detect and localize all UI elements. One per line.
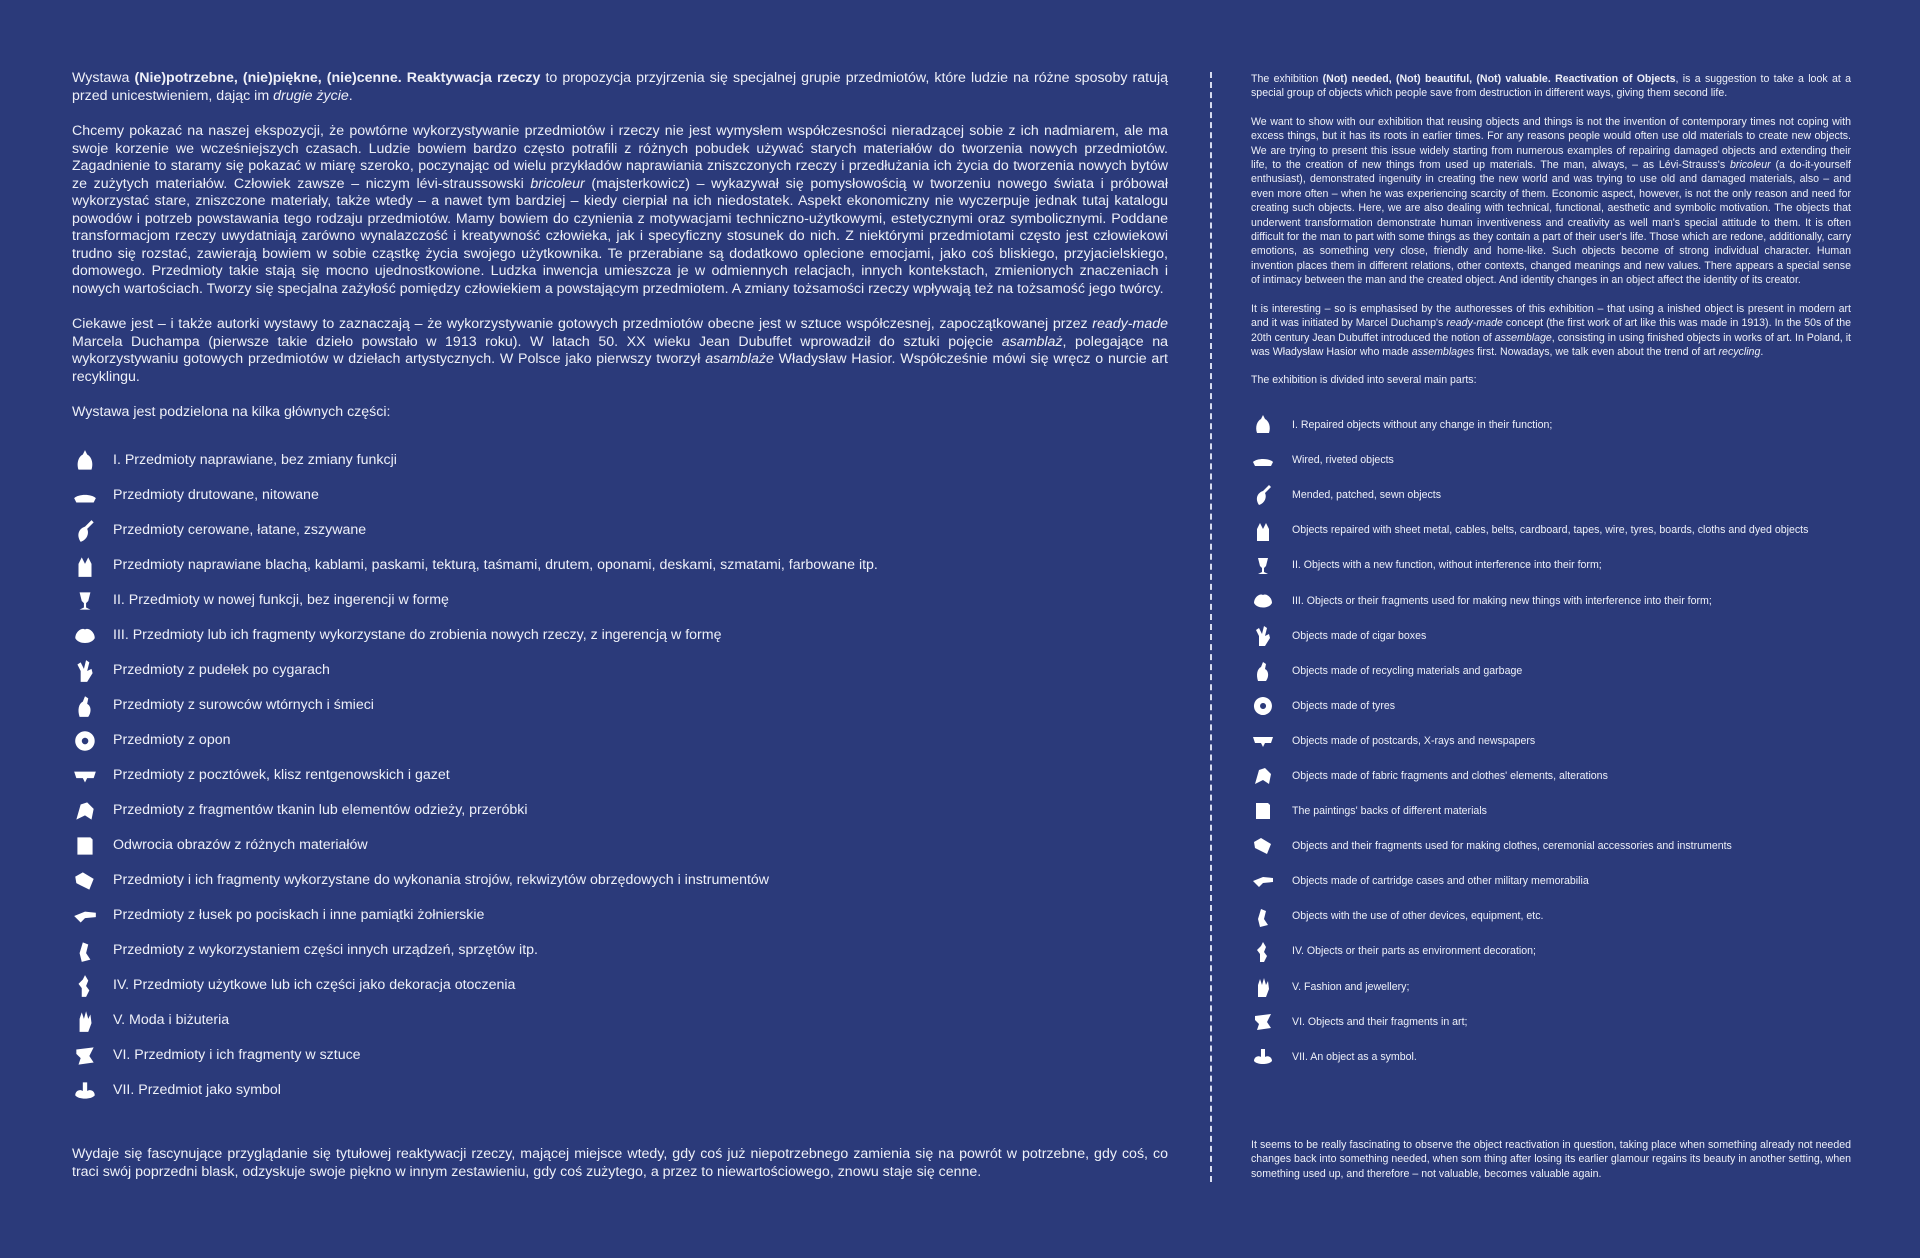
recycle-hand-icon	[1251, 659, 1275, 683]
cigar-hand-icon	[72, 658, 98, 684]
pl-list-item	[72, 829, 1168, 864]
en-list-item-label: V. Fashion and jewellery;	[1292, 980, 1410, 993]
en-list-item	[1251, 934, 1851, 969]
pl-paragraph-3: Ciekawe jest – i także autorki wystawy to zaznaczają – że wykorzystywanie gotowych przedmiotów obecne jest w sztuce współczesnej, zapoczątkowanej przez ready-made Marcela Duchampa (pierwsze takie dzieło powstało w 1913 roku). W latach 50. XX wieku Jean Dubuffet wprowadził do sztuki pojęcie asamblaż, polegające na wykorzystywaniu gotowych przedmiotów w dziełach artystycznych. W Polsce jako pierwszy tworzył asamblaże Władysław Hasior. Współcześnie mówi się wręcz o nurcie art recyklingu.	[72, 316, 1168, 385]
postcard-icon	[1251, 729, 1275, 753]
canvas-back-icon	[72, 833, 98, 859]
pl-list-item-label: Przedmioty z łusek po pociskach i inne pamiątki żołnierskie	[113, 907, 485, 924]
cartridge-hand-icon	[72, 903, 98, 929]
en-list-item-label: VI. Objects and their fragments in art;	[1292, 1015, 1468, 1028]
fashion-hand-icon	[1251, 975, 1275, 999]
en-list-item	[1251, 583, 1851, 618]
tyre-icon	[1251, 694, 1275, 718]
pl-list-item	[72, 1039, 1168, 1074]
art-icon	[1251, 1010, 1275, 1034]
pl-list-item-label: III. Przedmioty lub ich fragmenty wykorzystane do zrobienia nowych rzeczy, z ingerencją w formę	[113, 627, 722, 644]
en-list-item-label: Mended, patched, sewn objects	[1292, 489, 1441, 502]
pl-list-item-label: Przedmioty cerowane, łatane, zszywane	[113, 522, 367, 539]
pl-closing: Wydaje się fascynujące przyglądanie się tytułowej reaktywacji rzeczy, mającej miejsce wtedy, gdy coś już niepotrzebnego zamienia się na powrót w potrzebne, gdy coś, co traci swój poprzedni blask, odzyskuje swoje piękno w innym zestawieniu, gdy coś zużytego, a przez to niewartościowego, znowu staje się cenne.	[72, 1146, 1168, 1180]
en-list-item-label: Wired, riveted objects	[1292, 454, 1394, 467]
pl-list-item	[72, 1004, 1168, 1039]
pl-list-item	[72, 899, 1168, 934]
pl-list-item-label: Przedmioty z opon	[113, 732, 231, 749]
pl-list-item-label: I. Przedmioty naprawiane, bez zmiany funkcji	[113, 452, 397, 469]
en-exhibition-title: (Not) needed, (Not) beautiful, (Not) valuable. Reactivation of Objects	[1322, 73, 1676, 85]
device-hand-icon	[72, 938, 98, 964]
pl-list-item	[72, 584, 1168, 619]
pl-list-item-label: Przedmioty z fragmentów tkanin lub elementów odzieży, przeróbki	[113, 802, 528, 819]
pl-list-item-label: IV. Przedmioty użytkowe lub ich części jako dekoracja otoczenia	[113, 977, 516, 994]
en-list-item	[1251, 408, 1851, 443]
tyre-icon	[72, 728, 98, 754]
en-list-item	[1251, 443, 1851, 478]
symbol-hands-icon	[72, 1078, 98, 1104]
en-list-item-label: Objects made of fabric fragments and clothes' elements, alterations	[1292, 770, 1608, 782]
hands-craft-icon	[72, 623, 98, 649]
en-paragraph-2: We want to show with our exhibition that reusing objects and things is not the invention of contemporary times not coping with excess things, but it has its roots in earlier times. For any reasons people would often use old materials to create new objects. We are trying to present this issue widely starting from numerous examples of repairing damaged objects and extending their life, to the creation of new things from used up materials. The man, always, – as Lévi-Strauss's bricoleur (a do-it-yourself enthusiast), demonstrated ingenuity in creating the new world and was trying to use old and damaged materials, also – and even more often – when he was experiencing scarcity of them. Economic aspect, however, is not the only reason and need for creating such objects. Here, we are also dealing with technical, functional, aesthetic and symbolic motivation. The objects that underwent transformation demonstrate human inventiveness and creativity as well man's special attitude to them. It is often difficult for the man to part with some things as they contain a part of their user's life. Those which are redone, additionally, carry emotions, as something very close, friendly and home-like. Such objects become of strong individual character. Human invention places them in different relations, other contexts, changed meanings and new values. There appears a special sense of intimacy between the man and the created object. And identity changes in an object affect the identity of its creator.	[1251, 115, 1851, 287]
costume-hand-icon	[72, 868, 98, 894]
needle-hand-icon	[1251, 483, 1275, 507]
en-list-item	[1251, 969, 1851, 1004]
en-list-item-label: Objects made of tyres	[1292, 699, 1396, 712]
pl-list-item-label: VI. Przedmioty i ich fragmenty w sztuce	[113, 1047, 361, 1064]
pl-list-item	[72, 619, 1168, 654]
en-list-item	[1251, 724, 1851, 759]
pl-list-item-label: Odwrocia obrazów z różnych materiałów	[113, 837, 368, 854]
needle-hand-icon	[72, 518, 98, 544]
en-list-item-label: Objects made of cigar boxes	[1292, 629, 1427, 642]
en-paragraph-3: It is interesting – so is emphasised by the authoresses of this exhibition – that using a inished object is present in modern art and it was initiated by Marcel Duchamp's ready-made concept (the first work of art like this was made in 1913). In the 50s of the 20th century Jean Dubuffet introduced the notion of assemblage, consisting in using finished objects in works of art. In Poland, it was Władysław Hasior who made assemblages first. Nowadays, we talk even about the trend of art recycling.	[1251, 302, 1851, 358]
en-list-item-label: Objects made of postcards, X-rays and newspapers	[1292, 734, 1536, 747]
pl-list-item-label: Przedmioty z pudełek po cygarach	[113, 662, 330, 679]
decoration-hand-icon	[72, 973, 98, 999]
en-intro: The exhibition (Not) needed, (Not) beautiful, (Not) valuable. Reactivation of Objects, is a suggestion to take a look at a special group of objects which people save from destruction in different ways, giving them second life.	[1251, 73, 1851, 100]
hat-icon	[1251, 448, 1275, 472]
en-list-item	[1251, 759, 1851, 794]
pl-list-item	[72, 549, 1168, 584]
symbol-hands-icon	[1251, 1045, 1275, 1069]
pl-list-item	[72, 969, 1168, 1004]
en-list-item	[1251, 864, 1851, 899]
en-list-intro: The exhibition is divided into several main parts:	[1251, 374, 1477, 387]
pl-list-item-label: VII. Przedmiot jako symbol	[113, 1082, 281, 1099]
hand-tools-icon	[1251, 519, 1275, 543]
polish-column	[72, 70, 1168, 1109]
pl-list-item	[72, 794, 1168, 829]
en-list-item-label: Objects with the use of other devices, equipment, etc.	[1292, 910, 1544, 923]
pl-list-item	[72, 444, 1168, 479]
en-list-item	[1251, 688, 1851, 723]
pl-list-item-label: Przedmioty i ich fragmenty wykorzystane do wykonania strojów, rekwizytów obrzędowych i instrumentów	[113, 872, 770, 889]
en-list-item	[1251, 829, 1851, 864]
en-list-item	[1251, 1004, 1851, 1039]
pl-list-item-label: Przedmioty drutowane, nitowane	[113, 487, 319, 504]
device-hand-icon	[1251, 905, 1275, 929]
postcard-icon	[72, 763, 98, 789]
en-closing: It seems to be really fascinating to observe the object reactivation in question, taking place when something already not needed changes back into something needed, when som thing after losing its earlier glamour regains its beauty in another setting, when something used up, and therefore – not valuable, becomes valuable again.	[1251, 1139, 1851, 1180]
pl-list-item	[72, 934, 1168, 969]
en-list-item-label: I. Repaired objects without any change in their function;	[1292, 419, 1553, 432]
en-list-item	[1251, 794, 1851, 829]
cup-icon	[1251, 554, 1275, 578]
art-icon	[72, 1043, 98, 1069]
pl-list-item	[72, 1074, 1168, 1109]
pl-list-item	[72, 724, 1168, 759]
pl-list-item	[72, 864, 1168, 899]
repair-hand-icon	[1251, 413, 1275, 437]
en-list-item	[1251, 899, 1851, 934]
pl-list-item	[72, 689, 1168, 724]
cartridge-hand-icon	[1251, 869, 1275, 893]
en-list-item	[1251, 618, 1851, 653]
repair-hand-icon	[72, 448, 98, 474]
en-list-item	[1251, 478, 1851, 513]
pl-list-item	[72, 514, 1168, 549]
pl-list-intro: Wystawa jest podzielona na kilka głównych części:	[72, 404, 391, 420]
en-list-item	[1251, 1039, 1851, 1074]
hands-craft-icon	[1251, 589, 1275, 613]
english-column	[1251, 72, 1851, 1075]
en-list-item	[1251, 653, 1851, 688]
pl-list-item-label: II. Przedmioty w nowej funkcji, bez ingerencji w formę	[113, 592, 449, 609]
en-list-item-label: The paintings' backs of different materials	[1292, 805, 1487, 818]
en-list-item-label: III. Objects or their fragments used for making new things with interference into their form;	[1292, 594, 1712, 607]
pl-list-item	[72, 654, 1168, 689]
pl-list-item-label: Przedmioty z surowców wtórnych i śmieci	[113, 697, 374, 714]
pl-parts-list	[72, 444, 1168, 1109]
pl-exhibition-title: (Nie)potrzebne, (nie)piękne, (nie)cenne. Reaktywacja rzeczy	[134, 70, 541, 86]
en-list-item	[1251, 548, 1851, 583]
hand-tools-icon	[72, 553, 98, 579]
en-list-item-label: II. Objects with a new function, without interference into their form;	[1292, 559, 1602, 572]
pl-list-item-label: V. Moda i biżuteria	[113, 1012, 230, 1029]
en-list-item-label: IV. Objects or their parts as environment decoration;	[1292, 945, 1536, 958]
decoration-hand-icon	[1251, 940, 1275, 964]
en-list-item-label: Objects and their fragments used for making clothes, ceremonial accessories and instruments	[1292, 840, 1732, 853]
en-list-item-label: Objects made of recycling materials and garbage	[1292, 664, 1523, 677]
pl-paragraph-2: Chcemy pokazać na naszej ekspozycji, że powtórne wykorzystywanie przedmiotów i rzeczy nie jest wymysłem współczesności nieradzącej sobie z ich nadmiarem, ale ma swoje korzenie we wcześniejszych czasach. Ludzie bowiem bardzo często potrafili z różnych pobudek używać starych materiałów do tworzenia nowych przedmiotów. Zagadnienie to staramy się pokazać w miarę szeroko, poczynając od wielu przykładów naprawiania zniszczonych rzeczy i przedłużania ich życia do tworzenia nowych bytów ze zużytych materiałów. Człowiek zawsze – niczym lévi-straussowski bricoleur (majsterkowicz) – wykazywał się pomysłowością w tworzeniu nowego świata i próbował wykorzystać stare, zniszczone materiały, także wtedy – a nawet tym bardziej – kiedy cierpiał na ich niedostatek. Aspekt ekonomiczny nie wyczerpuje jednak tutaj katalogu powodów i potrzeb powstawania tego rodzaju przedmiotów. Mamy bowiem do czynienia z motywacjami techniczno-użytkowymi, estetycznymi oraz symbolicznymi. Poddane transformacjom rzeczy uwydatniają zarówno wynalazczość i kreatywność człowieka, jak i specyficzny stosunek do nich. Z niektórymi przedmiotami często jest człowiekowi trudno się rozstać, zawierają bowiem w sobie cząstkę życia swojego użytkownika. Te przerabiane są dodatkowo oplecione emocjami, jako coś bliskiego, przyjacielskiego, domowego. Przedmioty takie stają się mocno ujednostkowione. Ludzka inwencja umieszcza je w odmiennych relacjach, innych kontekstach, zmienionych znaczeniach i nowych wartościach. Tworzy się specjalna zażyłość pomiędzy człowiekiem a powstającym przedmiotem. A zmiany tożsamości rzeczy wpływają też na tożsamość jego twórcy.	[72, 123, 1168, 297]
pl-list-item	[72, 759, 1168, 794]
en-list-item	[1251, 513, 1851, 548]
canvas-back-icon	[1251, 799, 1275, 823]
fashion-hand-icon	[72, 1008, 98, 1034]
hat-icon	[72, 483, 98, 509]
cup-icon	[72, 588, 98, 614]
cigar-hand-icon	[1251, 624, 1275, 648]
fabric-icon	[1251, 764, 1275, 788]
pl-intro: Wystawa (Nie)potrzebne, (nie)piękne, (nie)cenne. Reaktywacja rzeczy to propozycja przyjrzenia się specjalnej grupie przedmiotów, które ludzie na różne sposoby ratują przed unicestwieniem, dając im drugie życie.	[72, 70, 1169, 104]
en-list-item-label: Objects made of cartridge cases and other military memorabilia	[1292, 875, 1589, 888]
fabric-icon	[72, 798, 98, 824]
en-list-item-label: VII. An object as a symbol.	[1292, 1050, 1417, 1063]
costume-hand-icon	[1251, 834, 1275, 858]
pl-list-item-label: Przedmioty z pocztówek, klisz rentgenowskich i gazet	[113, 767, 450, 784]
pl-list-item-label: Przedmioty z wykorzystaniem części innych urządzeń, sprzętów itp.	[113, 942, 538, 959]
en-list-item-label: Objects repaired with sheet metal, cables, belts, cardboard, tapes, wire, tyres, boards, cloths and dyed objects	[1292, 524, 1809, 537]
en-parts-list	[1251, 408, 1851, 1075]
column-divider	[1210, 72, 1212, 1182]
pl-list-item-label: Przedmioty naprawiane blachą, kablami, paskami, tekturą, taśmami, drutem, oponami, deskami, szmatami, farbowane itp.	[113, 557, 878, 574]
recycle-hand-icon	[72, 693, 98, 719]
pl-list-item	[72, 479, 1168, 514]
